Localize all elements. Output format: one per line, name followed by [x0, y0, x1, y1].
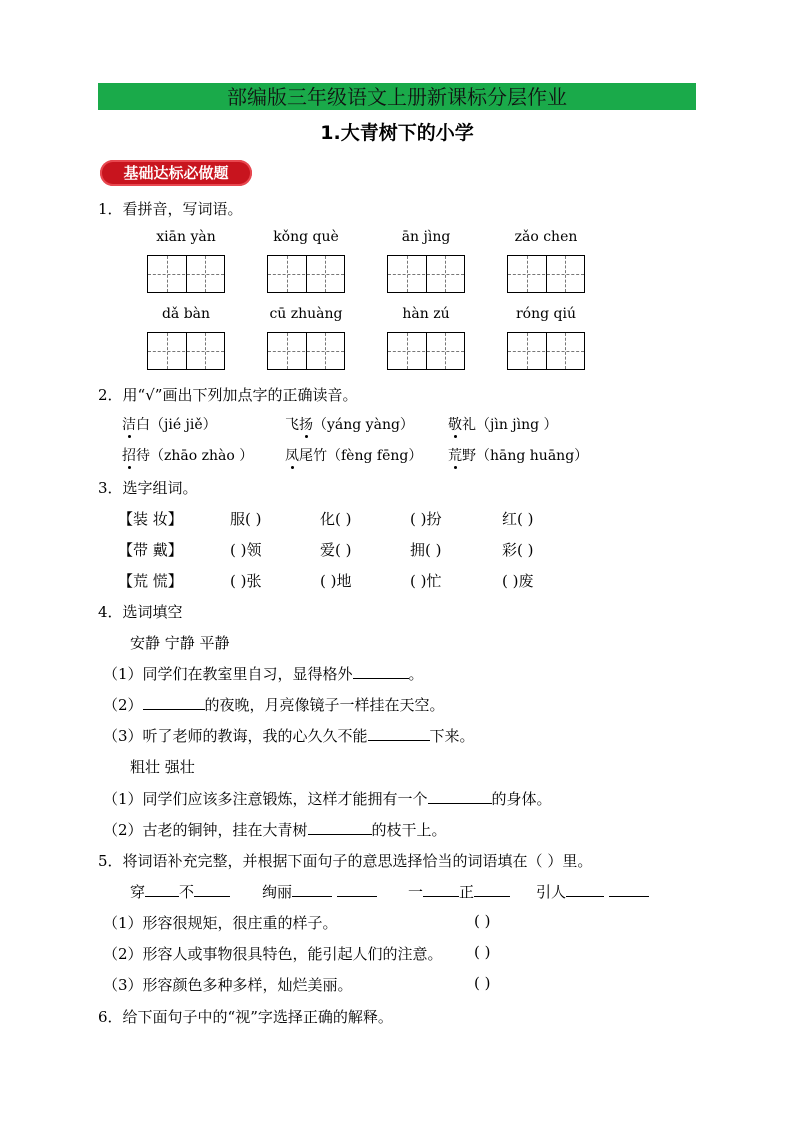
pronunciation-item[interactable]: 洁白（jié jiě）	[122, 414, 217, 434]
pronunciation-item[interactable]: 敬礼（jìn jìng ）	[448, 414, 558, 434]
fill-cell[interactable]: 拥( )	[410, 541, 442, 559]
pronunciation-item[interactable]: 荒野（hāng huāng）	[448, 445, 588, 465]
answer-blank[interactable]	[368, 725, 430, 741]
writing-grid[interactable]	[147, 332, 225, 370]
writing-grid[interactable]	[507, 255, 585, 293]
idiom-fill: 绚丽	[262, 881, 377, 902]
answer-blank[interactable]	[292, 881, 332, 897]
pinyin-label: hàn zú	[402, 306, 450, 322]
writing-grid[interactable]	[387, 332, 465, 370]
fill-cell[interactable]: 红( )	[502, 510, 534, 528]
fill-sentence: （3）听了老师的教诲，我的心久久不能 下来。	[103, 727, 475, 745]
pronunciation-item[interactable]: 飞扬（yáng yàng）	[285, 414, 414, 434]
series-banner: 部编版三年级语文上册新课标分层作业	[98, 83, 696, 110]
writing-grid[interactable]	[267, 332, 345, 370]
idiom-fill: 穿 不	[130, 881, 230, 902]
pinyin-label: cū zhuàng	[269, 306, 343, 322]
q5-prompt: 5．将词语补充完整，并根据下面句子的意思选择恰当的词语填在（ ）里。	[98, 852, 593, 870]
char-pair-label: 【带 戴】	[118, 541, 183, 559]
fill-cell[interactable]: ( )忙	[410, 572, 442, 590]
answer-blank[interactable]	[428, 788, 492, 804]
answer-blank[interactable]	[609, 881, 649, 897]
fill-cell[interactable]: ( )地	[320, 572, 352, 590]
answer-blank[interactable]	[308, 819, 372, 835]
pronunciation-item[interactable]: 招待（zhāo zhào ）	[122, 445, 253, 465]
pinyin-label: ān jìng	[401, 229, 451, 245]
pinyin-label: kǒng què	[273, 229, 339, 245]
q2-prompt: 2．用“√”画出下列加点字的正确读音。	[98, 386, 358, 404]
word-choices: 粗壮 强壮	[130, 758, 195, 776]
writing-grid[interactable]	[387, 255, 465, 293]
definition-item: （3）形容颜色多种多样，灿烂美丽。	[103, 976, 353, 994]
pinyin-label: róng qiú	[515, 306, 576, 322]
definition-item: （2）形容人或事物很具特色，能引起人们的注意。	[103, 945, 443, 963]
answer-blank[interactable]	[194, 881, 230, 897]
pinyin-label: dǎ bàn	[161, 306, 211, 322]
answer-paren[interactable]: ( )	[474, 974, 491, 992]
answer-blank[interactable]	[145, 881, 179, 897]
fill-cell[interactable]: 服( )	[230, 510, 262, 528]
definition-item: （1）形容很规矩，很庄重的样子。	[103, 914, 338, 932]
answer-paren[interactable]: ( )	[474, 912, 491, 930]
fill-sentence: （1）同学们应该多注意锻炼，这样才能拥有一个 的身体。	[103, 790, 552, 808]
lesson-title: 1.大青树下的小学	[320, 122, 474, 144]
fill-sentence: （1）同学们在教室里自习，显得格外 。	[103, 665, 424, 683]
q4-prompt: 4．选词填空	[98, 603, 183, 621]
writing-grid[interactable]	[267, 255, 345, 293]
answer-blank[interactable]	[143, 694, 205, 710]
fill-cell[interactable]: 爱( )	[320, 541, 352, 559]
fill-cell[interactable]: 化( )	[320, 510, 352, 528]
fill-cell[interactable]: ( )领	[230, 541, 262, 559]
writing-grid[interactable]	[507, 332, 585, 370]
pinyin-label: xiān yàn	[156, 229, 216, 245]
pronunciation-item[interactable]: 凤尾竹（fèng fēng）	[285, 445, 422, 465]
answer-blank[interactable]	[566, 881, 604, 897]
q1-prompt: 1．看拼音，写词语。	[98, 200, 243, 218]
word-choices: 安静 宁静 平静	[130, 634, 230, 652]
pinyin-label: zǎo chen	[514, 229, 578, 245]
writing-grid[interactable]	[147, 255, 225, 293]
fill-cell[interactable]: 彩( )	[502, 541, 534, 559]
section-badge: 基础达标必做题	[100, 160, 252, 186]
idiom-fill: 一 正	[408, 881, 510, 902]
answer-blank[interactable]	[474, 881, 510, 897]
fill-cell[interactable]: ( )废	[502, 572, 534, 590]
answer-blank[interactable]	[353, 663, 409, 679]
fill-cell[interactable]: ( )扮	[410, 510, 442, 528]
answer-paren[interactable]: ( )	[474, 943, 491, 961]
q3-prompt: 3．选字组词。	[98, 479, 198, 497]
fill-sentence: （2） 的夜晚，月亮像镜子一样挂在天空。	[103, 696, 445, 714]
fill-cell[interactable]: ( )张	[230, 572, 262, 590]
char-pair-label: 【荒 慌】	[118, 572, 183, 590]
answer-blank[interactable]	[423, 881, 459, 897]
q6-prompt: 6．给下面句子中的“视”字选择正确的解释。	[98, 1008, 393, 1026]
char-pair-label: 【装 妆】	[118, 510, 183, 528]
fill-sentence: （2）古老的铜钟，挂在大青树 的枝干上。	[103, 821, 447, 839]
idiom-fill: 引人	[536, 881, 649, 902]
answer-blank[interactable]	[337, 881, 377, 897]
